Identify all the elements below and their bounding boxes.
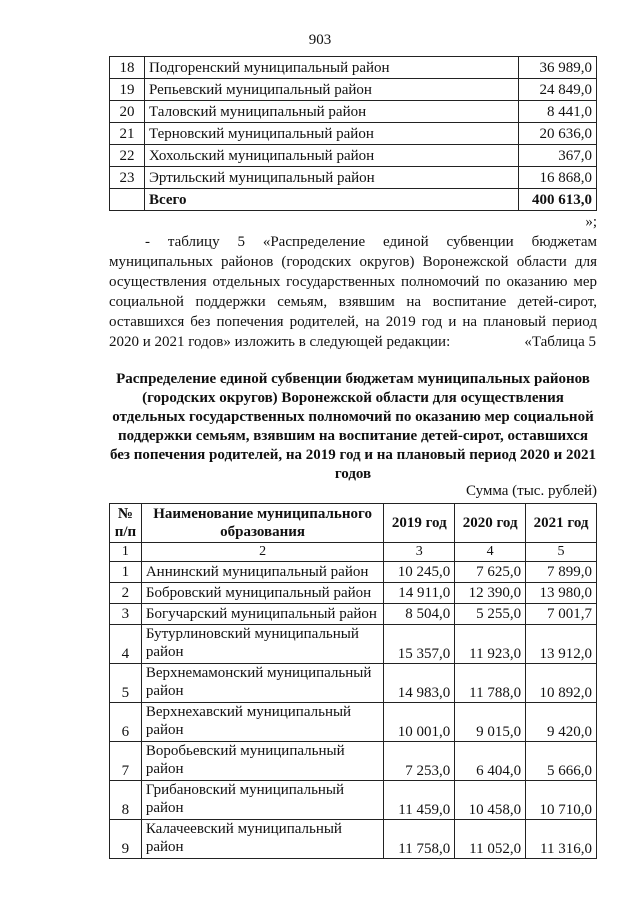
empty-cell	[110, 189, 145, 211]
top-table	[109, 56, 597, 211]
amount: 20 636,0	[519, 123, 597, 145]
value-2020: 6 404,0	[455, 742, 526, 781]
value-2019: 14 983,0	[384, 664, 455, 703]
amendment-paragraph: - таблицу 5 «Распределение единой субвенции бюджетам муниципальных районов (городских округов) Воронежской области для осуществления отдельных государственных полномочий по оказанию мер социальной поддержки семьям, взявшим на воспитание детей-сирот, оставшихся без попечения родителей, на 2019 год и на плановый период 2020 и 2021 годов» изложить в следующей редакции:	[109, 234, 597, 350]
table-row	[110, 583, 597, 604]
table-row	[110, 781, 597, 820]
table-row	[110, 664, 597, 703]
amount: 8 441,0	[519, 101, 597, 123]
row-number: 2	[110, 583, 142, 604]
main-table	[109, 503, 597, 859]
district-name: Репьевский муниципальный район	[145, 79, 519, 101]
value-2021: 9 420,0	[526, 703, 597, 742]
index-cell: 1	[110, 543, 142, 562]
row-number: 4	[110, 625, 142, 664]
row-number: 19	[110, 79, 145, 101]
value-2019: 10 245,0	[384, 562, 455, 583]
table-row	[110, 742, 597, 781]
district-name: Верхнехавский муниципальный район	[141, 703, 383, 742]
row-number: 21	[110, 123, 145, 145]
row-number: 9	[110, 820, 142, 859]
header-num: № п/п	[110, 504, 142, 543]
table-row	[110, 145, 597, 167]
table-row	[110, 703, 597, 742]
district-name: Богучарский муниципальный район	[141, 604, 383, 625]
index-row	[110, 543, 597, 562]
amount: 367,0	[519, 145, 597, 167]
district-name: Подгоренский муниципальный район	[145, 57, 519, 79]
value-2019: 8 504,0	[384, 604, 455, 625]
table-row	[110, 101, 597, 123]
total-value: 400 613,0	[519, 189, 597, 211]
value-2019: 11 758,0	[384, 820, 455, 859]
table-row	[110, 562, 597, 583]
table-row	[110, 820, 597, 859]
row-number: 8	[110, 781, 142, 820]
table-row	[110, 604, 597, 625]
value-2019: 10 001,0	[384, 703, 455, 742]
index-cell: 2	[141, 543, 383, 562]
district-name: Бобровский муниципальный район	[141, 583, 383, 604]
table-row	[110, 625, 597, 664]
district-name: Терновский муниципальный район	[145, 123, 519, 145]
row-number: 23	[110, 167, 145, 189]
district-name: Верхнемамонский муниципальный район	[141, 664, 383, 703]
value-2021: 5 666,0	[526, 742, 597, 781]
district-name: Таловский муниципальный район	[145, 101, 519, 123]
table-row	[110, 57, 597, 79]
total-label: Всего	[145, 189, 519, 211]
district-name: Калачеевский муниципальный район	[141, 820, 383, 859]
page-number: 903	[308, 32, 332, 48]
value-2019: 14 911,0	[384, 583, 455, 604]
amount: 24 849,0	[519, 79, 597, 101]
table-row	[110, 79, 597, 101]
index-cell: 3	[384, 543, 455, 562]
table-row	[110, 167, 597, 189]
value-2021: 11 316,0	[526, 820, 597, 859]
district-name: Хохольский муниципальный район	[145, 145, 519, 167]
table-label: «Таблица 5	[524, 334, 596, 350]
header-2021: 2021 год	[526, 504, 597, 543]
value-2021: 7 899,0	[526, 562, 597, 583]
table-row	[110, 123, 597, 145]
value-2021: 10 710,0	[526, 781, 597, 820]
value-2019: 11 459,0	[384, 781, 455, 820]
district-name: Эртильский муниципальный район	[145, 167, 519, 189]
value-2021: 7 001,7	[526, 604, 597, 625]
value-2020: 9 015,0	[455, 703, 526, 742]
header-row	[110, 504, 597, 543]
value-2020: 11 923,0	[455, 625, 526, 664]
total-row	[110, 189, 597, 211]
table-title: Распределение единой субвенции бюджетам муниципальных районов (городских округов) Воронежской области для осуществления отдельных государственных полномочий по оказанию мер социальной поддержки семьям, взявшим на воспитание детей-сирот, оставшихся без попечения родителей, на 2019 год и на плановый период 2020 и 2021 годов	[109, 371, 597, 482]
value-2021: 10 892,0	[526, 664, 597, 703]
value-2020: 12 390,0	[455, 583, 526, 604]
value-2019: 15 357,0	[384, 625, 455, 664]
amount: 36 989,0	[519, 57, 597, 79]
header-2019: 2019 год	[384, 504, 455, 543]
district-name: Воробьевский муниципальный район	[141, 742, 383, 781]
index-cell: 5	[526, 543, 597, 562]
value-2020: 7 625,0	[455, 562, 526, 583]
closing-quote: »;	[585, 214, 597, 230]
value-2021: 13 980,0	[526, 583, 597, 604]
row-number: 18	[110, 57, 145, 79]
header-2020: 2020 год	[455, 504, 526, 543]
district-name: Аннинский муниципальный район	[141, 562, 383, 583]
sum-unit-label: Сумма (тыс. рублей)	[465, 483, 597, 499]
row-number: 3	[110, 604, 142, 625]
value-2020: 11 788,0	[455, 664, 526, 703]
row-number: 20	[110, 101, 145, 123]
row-number: 22	[110, 145, 145, 167]
row-number: 5	[110, 664, 142, 703]
row-number: 6	[110, 703, 142, 742]
row-number: 1	[110, 562, 142, 583]
district-name: Грибановский муниципальный район	[141, 781, 383, 820]
header-name: Наименование муниципального образования	[141, 504, 383, 543]
value-2020: 5 255,0	[455, 604, 526, 625]
index-cell: 4	[455, 543, 526, 562]
district-name: Бутурлиновский муниципальный район	[141, 625, 383, 664]
value-2020: 10 458,0	[455, 781, 526, 820]
value-2020: 11 052,0	[455, 820, 526, 859]
value-2021: 13 912,0	[526, 625, 597, 664]
value-2019: 7 253,0	[384, 742, 455, 781]
row-number: 7	[110, 742, 142, 781]
amount: 16 868,0	[519, 167, 597, 189]
